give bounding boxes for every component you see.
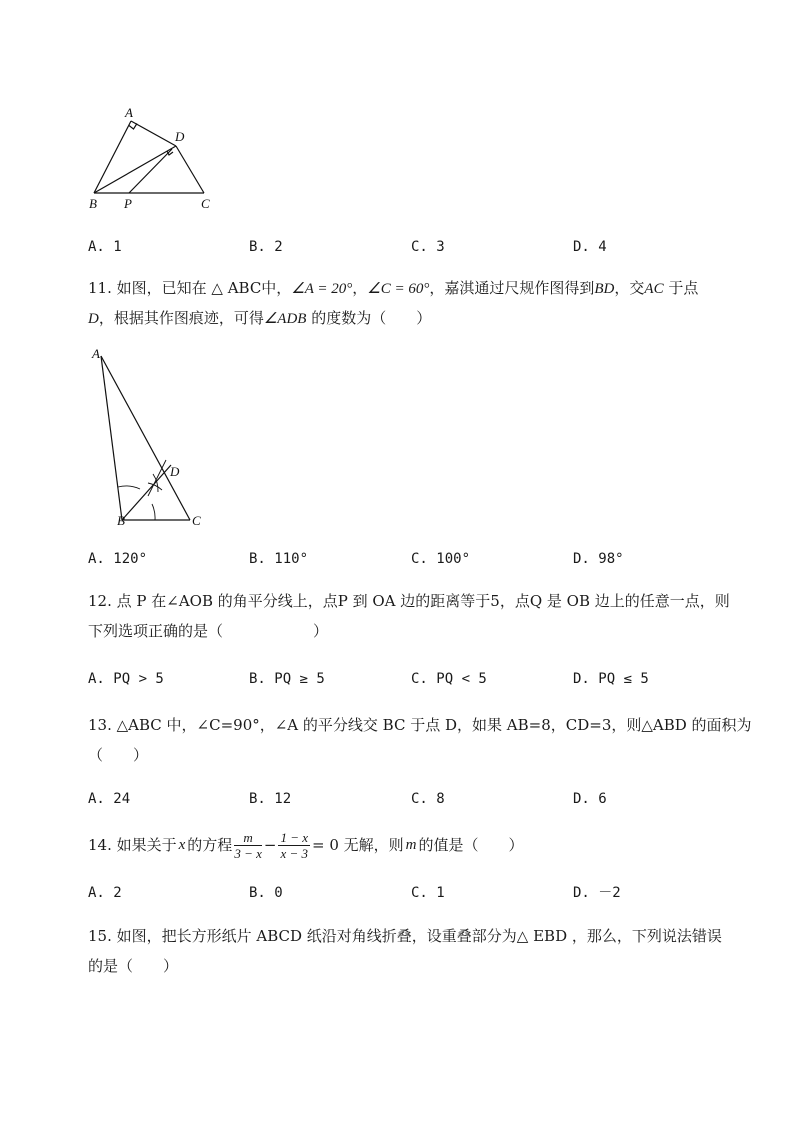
q15-text-line2: 的是（ ） [88,957,179,975]
segment-bd [122,465,171,520]
construction-arc-bottom [152,504,155,520]
q11-text-line2: D，根据其作图痕迹，可得∠ADB 的度数为（ ） [88,309,432,327]
fraction-1-minus-x-over-x-minus-3: $\frac{1 - x}{x - 3}$ [280,829,308,861]
bisector-extension [148,460,166,496]
q12-option-c[interactable]: C. PQ < 5 [411,671,487,687]
q12-text-line1: 12. 点 P 在∠AOB 的角平分线上，点P 到 OA 边的距离等于5，点Q 是 OB 边上的任意一点，则 [88,592,730,610]
q14-option-b[interactable]: B. 0 [249,885,283,901]
q11-option-b[interactable]: B. 110° [249,551,309,567]
q14-option-c[interactable]: C. 1 [411,885,445,901]
q10-option-b[interactable]: B. 2 [249,239,283,255]
q12-option-d[interactable]: D. PQ ≤ 5 [573,671,649,687]
label-b: B [117,513,125,528]
label-c: C [201,196,210,211]
q13-text-line2: （ ） [88,746,149,764]
q13-option-b[interactable]: B. 12 [249,791,292,807]
segment-pd [129,149,172,193]
q10-option-d[interactable]: D. 4 [573,239,607,255]
label-c: C [192,513,201,528]
q11-option-a[interactable]: A. 120° [88,551,148,567]
q11-option-c[interactable]: C. 100° [411,551,471,567]
q15-text-line1: 15. 如图，把长方形纸片 ABCD 纸沿对角线折叠，设重叠部分为△ EBD ，那么，下列说法错误 [88,927,722,945]
q12-option-b[interactable]: B. PQ ≥ 5 [249,671,325,687]
q14-option-d[interactable]: D. －2 [573,885,621,901]
construction-arc-top [118,486,140,489]
label-d: D [175,129,185,144]
q10-option-c[interactable]: C. 3 [411,239,445,255]
segment-ac [101,356,190,520]
q13-option-c[interactable]: C. 8 [411,791,445,807]
label-p: P [124,196,132,211]
segment-ab [101,356,122,520]
q14-option-a[interactable]: A. 2 [88,885,122,901]
label-d: D [170,464,180,479]
q13-option-a[interactable]: A. 24 [88,791,131,807]
right-angle-mark-a [129,124,137,130]
q13-option-d[interactable]: D. 6 [573,791,607,807]
q14-text: 14. 如果关于 x 的方程 $\frac{m}{3 - x}$ − $\frac{1 - x}{x - 3}$ = 0 无解，则 m 的值是（ ） [88,829,524,861]
q12-text-line2: 下列选项正确的是（ ） [88,622,329,640]
figure-q10 [80,100,220,212]
fraction-m-over-3-minus-x: $\frac{m}{3 - x}$ [234,829,262,861]
q13-text-line1: 13. △ABC 中，∠C=90°，∠A 的平分线交 BC 于点 D，如果 AB=8，CD=3，则△ABD 的面积为 [88,716,752,734]
q12-option-a[interactable]: A. PQ > 5 [88,671,164,687]
q10-option-a[interactable]: A. 1 [88,239,122,255]
label-b: B [89,196,97,211]
figure-q11 [82,340,222,535]
q11-text-line1: 11. 如图，已知在 △ ABC中，∠A = 20°，∠C = 60°，嘉淇通过尺规作图得到BD，交AC 于点 [88,279,699,297]
q11-option-d[interactable]: D. 98° [573,551,624,567]
label-a: A [125,105,133,120]
segment-ad [131,121,176,146]
segment-dc [176,146,204,193]
label-a: A [92,346,100,361]
